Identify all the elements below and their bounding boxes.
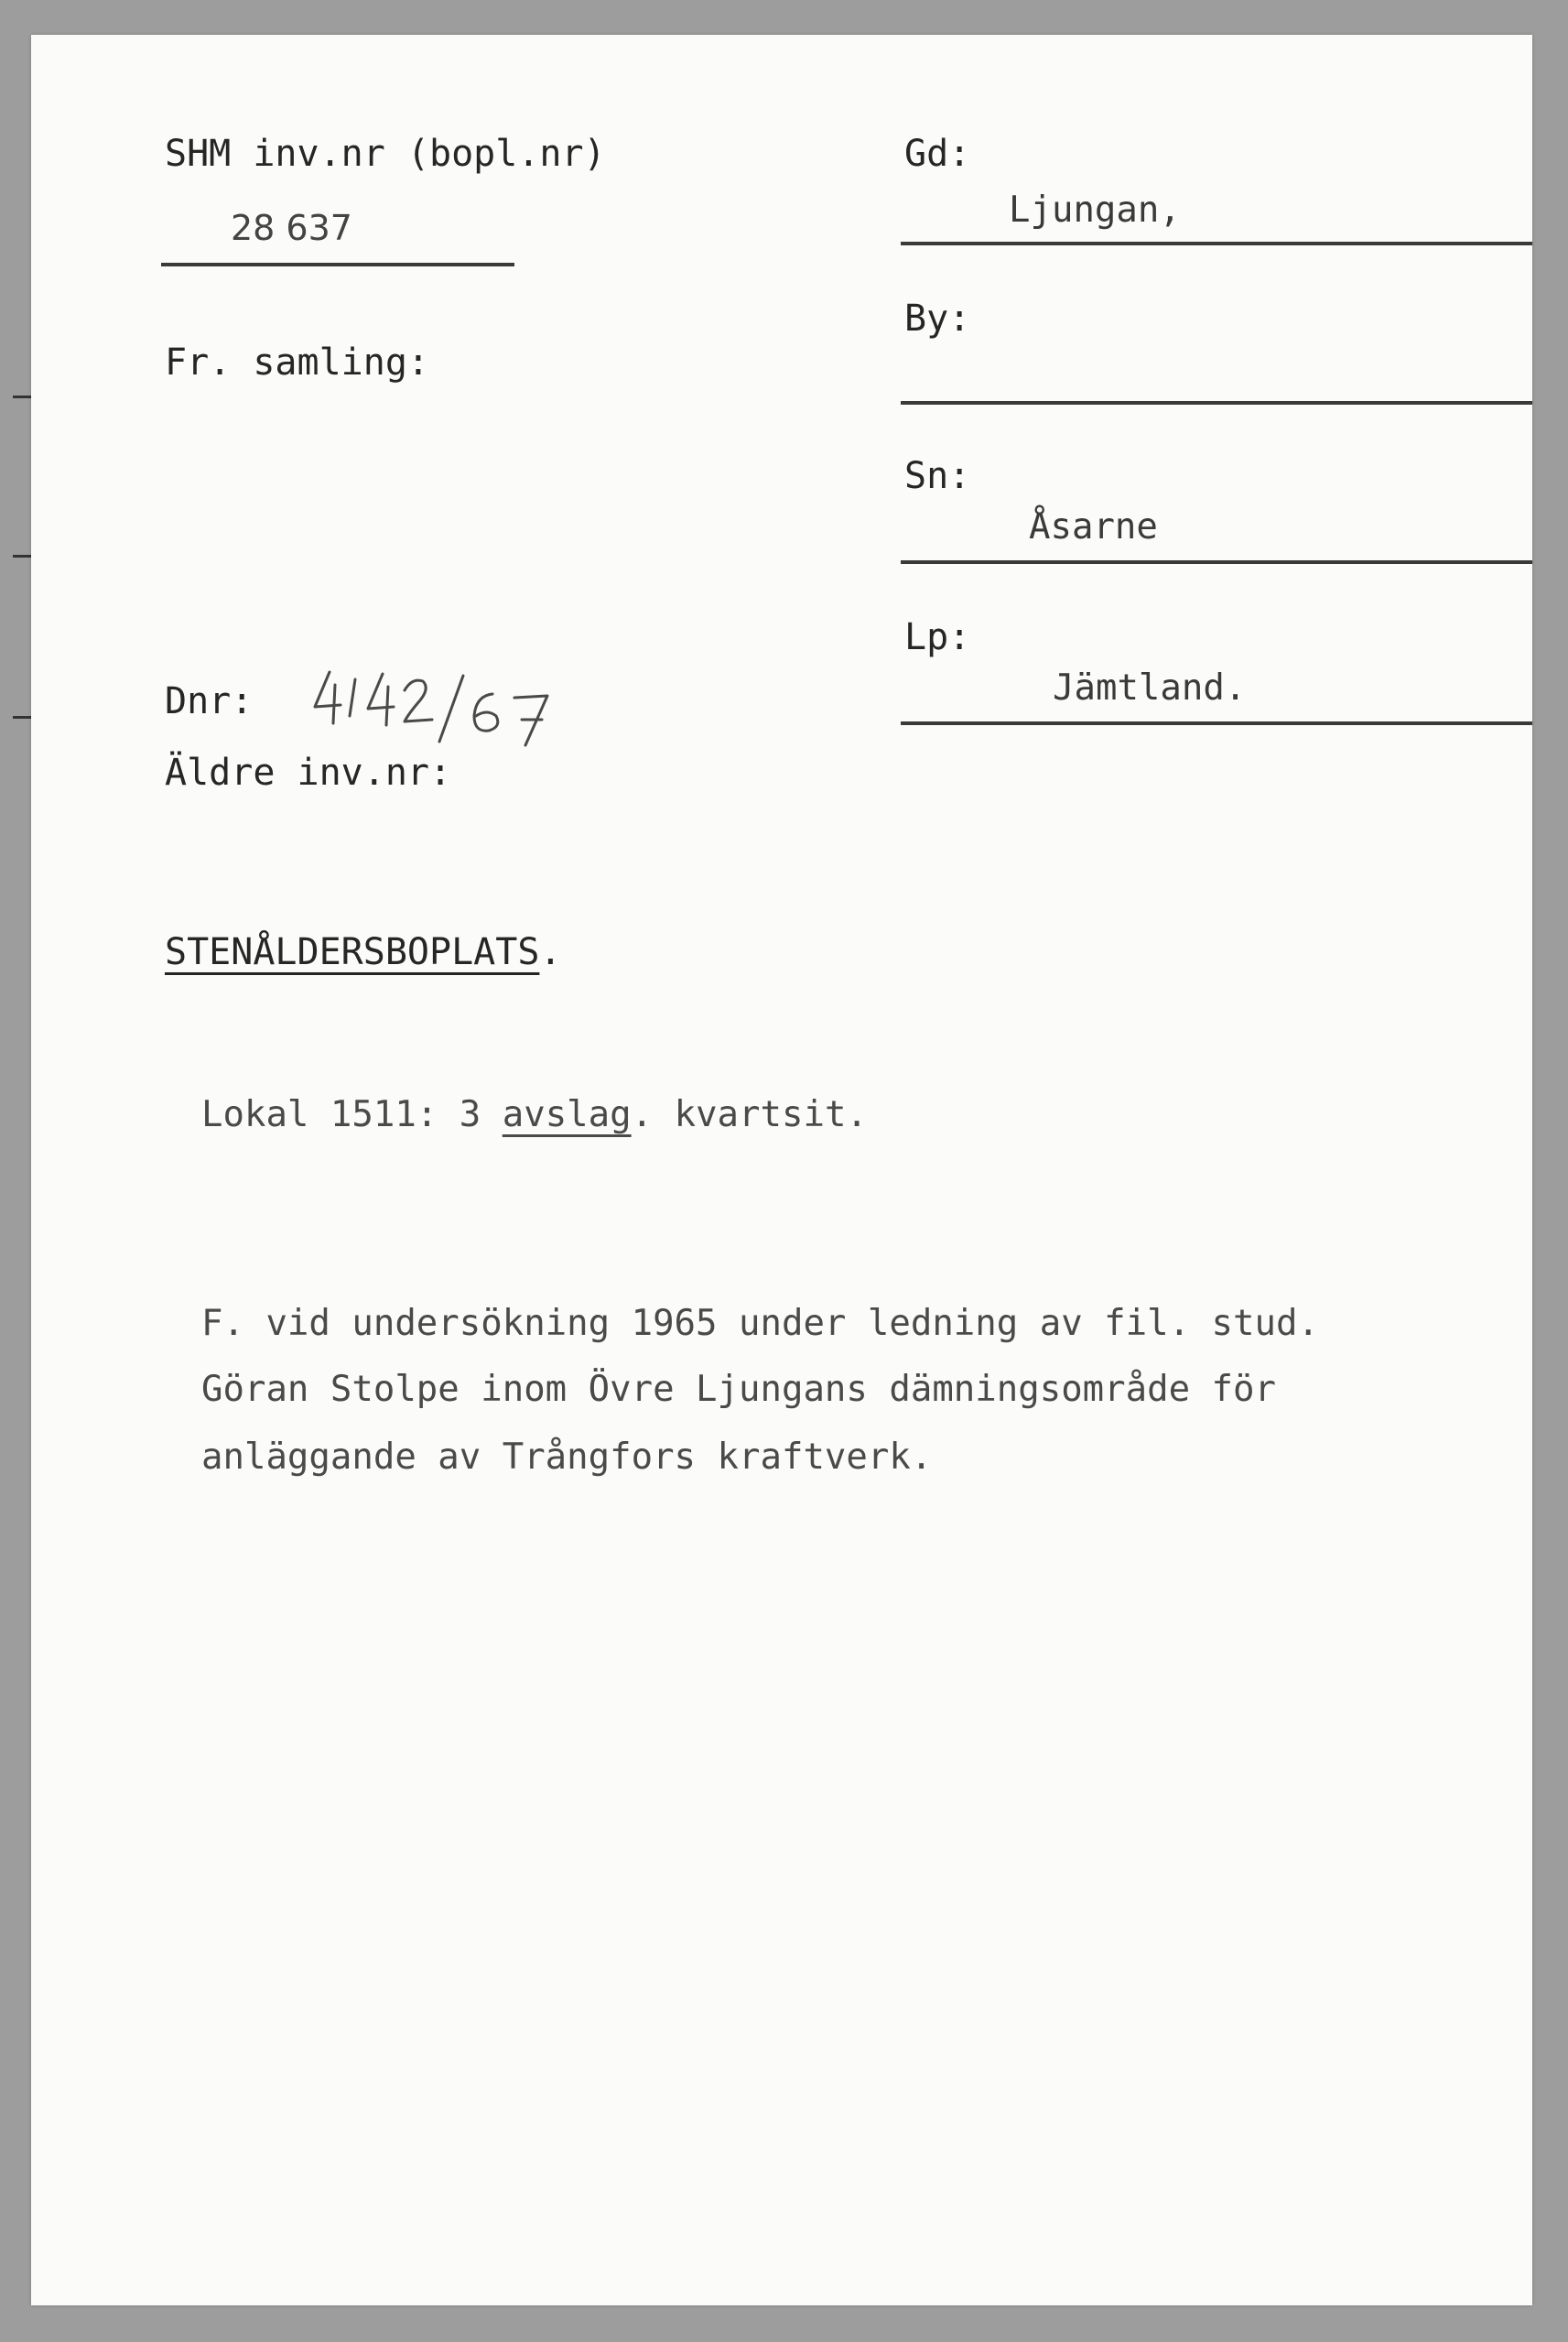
inventory-number-value: 28 637 — [231, 208, 352, 248]
gd-rule — [901, 242, 1532, 245]
sn-value: Åsarne — [1029, 506, 1158, 548]
note-line-1: F. vid undersökning 1965 under ledning av fil. stud. — [201, 1303, 1319, 1344]
older-inventory-number-label: Äldre inv.nr: — [165, 752, 452, 794]
fr-samling-label: Fr. samling: — [165, 342, 429, 384]
note-line-2: Göran Stolpe inom Övre Ljungans dämningsområde för — [201, 1369, 1276, 1410]
lokal-line-suffix: . kvartsit. — [631, 1094, 868, 1135]
gd-value: Ljungan, — [1009, 190, 1181, 231]
site-type-heading-text: STENÅLDERSBOPLATS — [165, 931, 540, 973]
edge-tick-mark — [13, 396, 31, 398]
lokal-line-prefix: Lokal 1511: 3 — [201, 1094, 503, 1135]
lp-label: Lp: — [904, 616, 971, 658]
inventory-number-rule — [161, 263, 514, 266]
catalog-card — [31, 35, 1532, 2305]
dnr-label: Dnr: — [165, 680, 254, 722]
inventory-number-label: SHM inv.nr (bopl.nr) — [165, 133, 606, 175]
by-rule — [901, 401, 1532, 405]
sn-label: Sn: — [904, 455, 971, 497]
sn-rule — [901, 560, 1532, 564]
site-type-heading-period: . — [539, 931, 562, 973]
lp-value: Jämtland. — [1053, 667, 1247, 709]
site-type-heading — [165, 931, 562, 973]
dnr-handwritten-value — [302, 654, 613, 754]
edge-tick-mark — [13, 716, 31, 719]
note-line-3: anläggande av Trångfors kraftverk. — [201, 1437, 933, 1478]
gd-label: Gd: — [904, 133, 971, 175]
lokal-line — [201, 1094, 868, 1135]
lokal-line-find-type: avslag — [502, 1094, 632, 1135]
lp-rule — [901, 721, 1532, 725]
edge-tick-mark — [13, 555, 31, 558]
by-label: By: — [904, 298, 971, 340]
